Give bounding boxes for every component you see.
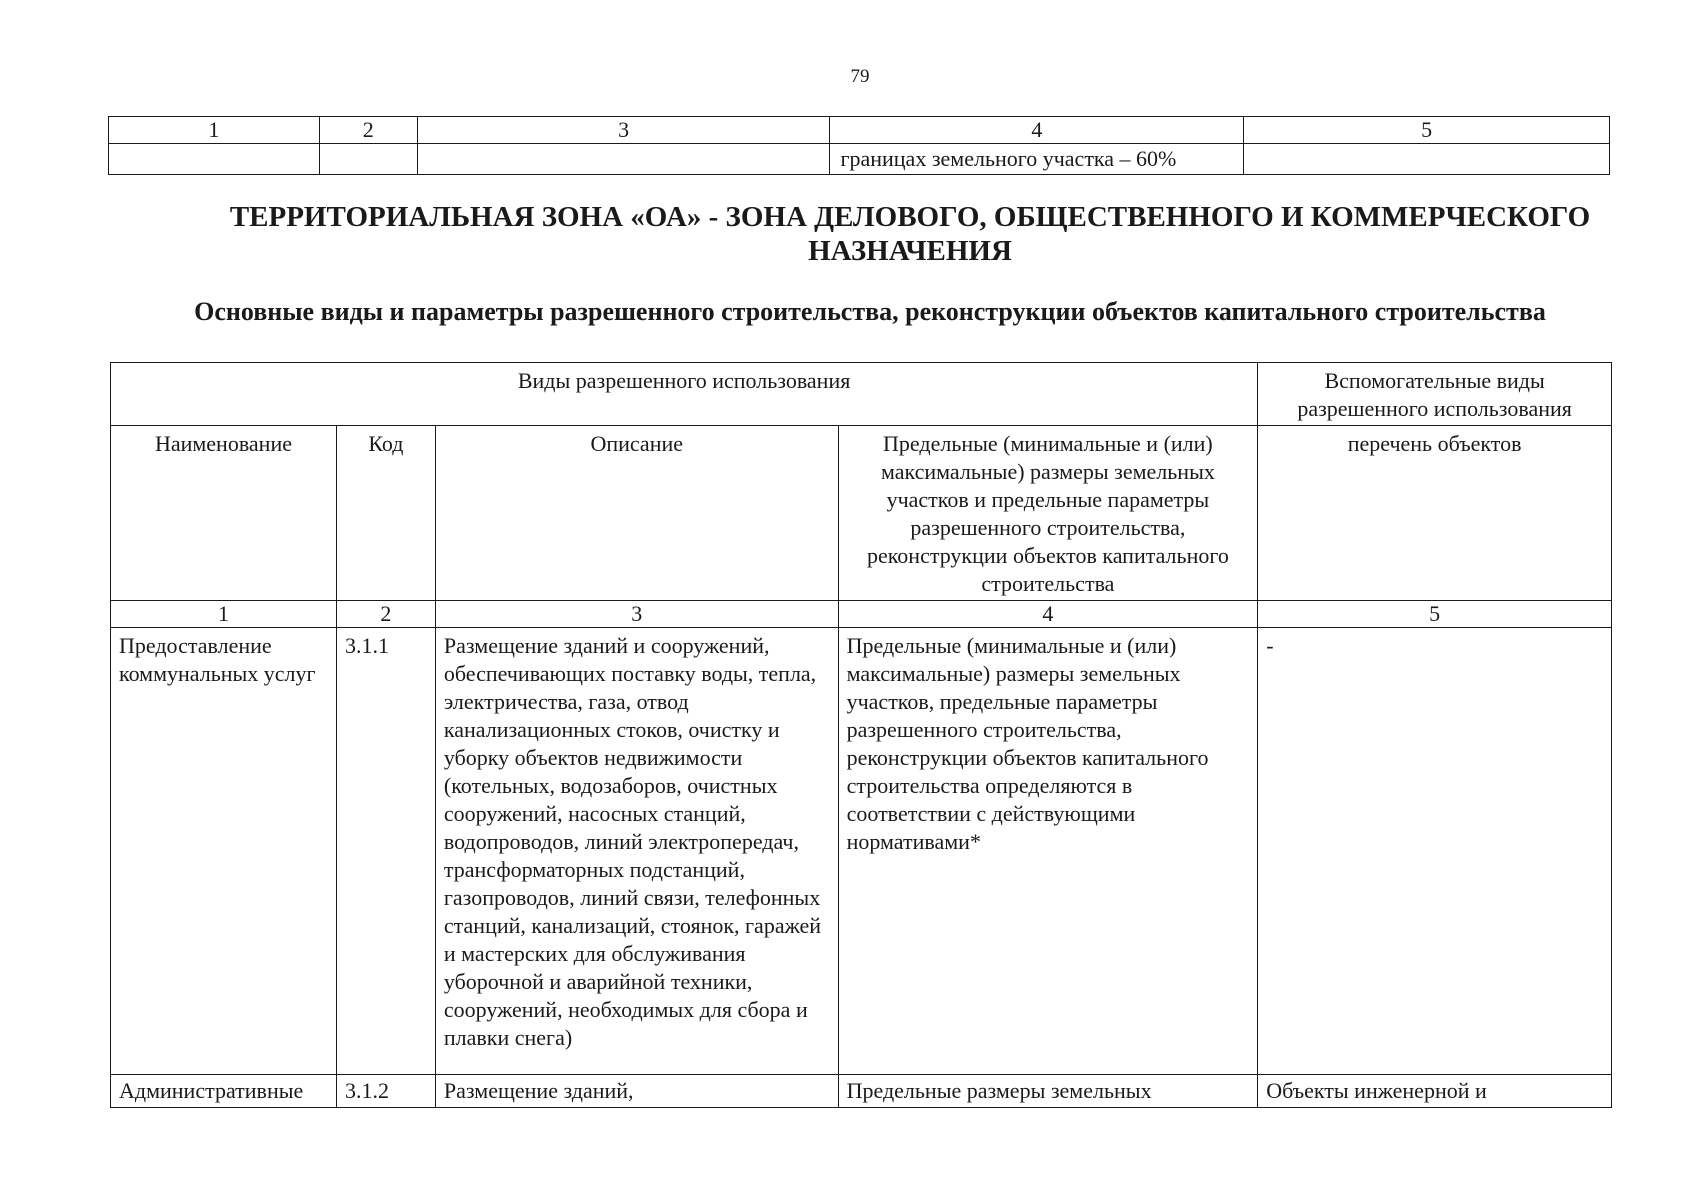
table-cell: [417, 144, 830, 175]
table-cell: [319, 144, 417, 175]
column-number: 3: [435, 601, 838, 628]
column-number-row: [111, 601, 1612, 628]
column-header: Код: [336, 426, 435, 601]
row-code: 3.1.1: [336, 628, 435, 1075]
table-cell: [109, 144, 320, 175]
row-params: Предельные размеры земельных: [838, 1075, 1258, 1108]
column-header: перечень объектов: [1258, 426, 1612, 601]
table-cell: границах земельного участка – 60%: [830, 144, 1244, 175]
column-header: Наименование: [111, 426, 337, 601]
column-number: 4: [838, 601, 1258, 628]
column-number: 4: [830, 117, 1244, 144]
table-header-row: [111, 363, 1612, 426]
main-table: [110, 362, 1612, 1108]
table-row: [109, 117, 1610, 144]
row-description: Размещение зданий,: [435, 1075, 838, 1108]
column-number: 1: [111, 601, 337, 628]
row-aux: Объекты инженерной и: [1258, 1075, 1612, 1108]
row-name: Административные: [111, 1075, 337, 1108]
column-number: 3: [417, 117, 830, 144]
row-code: 3.1.2: [336, 1075, 435, 1108]
column-number: 5: [1258, 601, 1612, 628]
row-aux: -: [1258, 628, 1612, 1075]
previous-table-continuation: [108, 116, 1610, 175]
table-row: [111, 1075, 1612, 1108]
table-cell: [1244, 144, 1610, 175]
column-number: 1: [109, 117, 320, 144]
row-name: Предоставление коммунальных услуг: [111, 628, 337, 1075]
column-number: 2: [319, 117, 417, 144]
column-number: 2: [336, 601, 435, 628]
table-header-row: [111, 426, 1612, 601]
column-number: 5: [1244, 117, 1610, 144]
zone-title: ТЕРРИТОРИАЛЬНАЯ ЗОНА «ОА» - ЗОНА ДЕЛОВОГО, ОБЩЕСТВЕННОГО И КОММЕРЧЕСКОГО НАЗНАЧЕНИЯ: [229, 201, 1591, 267]
aux-header: Вспомогательные виды разрешенного использования: [1258, 363, 1612, 426]
table-row: [111, 628, 1612, 1075]
row-params: Предельные (минимальные и (или) максимальные) размеры земельных участков, предельные параметры разрешенного строительства, реконструкции объектов капитального строительства определяются в соответствии с действующими нормативами*: [838, 628, 1258, 1075]
column-header: Предельные (минимальные и (или) максимальные) размеры земельных участков и предельные параметры разрешенного строительства, реконструкции объектов капитального строительства: [838, 426, 1258, 601]
column-header: Описание: [435, 426, 838, 601]
page-number: 79: [850, 66, 870, 87]
group-header: Виды разрешенного использования: [111, 363, 1258, 426]
table-row: [109, 144, 1610, 175]
row-description: Размещение зданий и сооружений, обеспечивающих поставку воды, тепла, электричества, газа, отвод канализационных стоков, очистку и уборку объектов недвижимости (котельных, водозаборов, очистных сооружений, насосных станций, водопроводов, линий электропередач, трансформаторных подстанций, газопроводов, линий связи, телефонных станций, канализаций, стоянок, гаражей и мастерских для обслуживания уборочной и аварийной техники, сооружений, необходимых для сбора и плавки снега): [435, 628, 838, 1075]
section-subtitle: Основные виды и параметры разрешенного строительства, реконструкции объектов капитального строительства: [194, 297, 1546, 326]
